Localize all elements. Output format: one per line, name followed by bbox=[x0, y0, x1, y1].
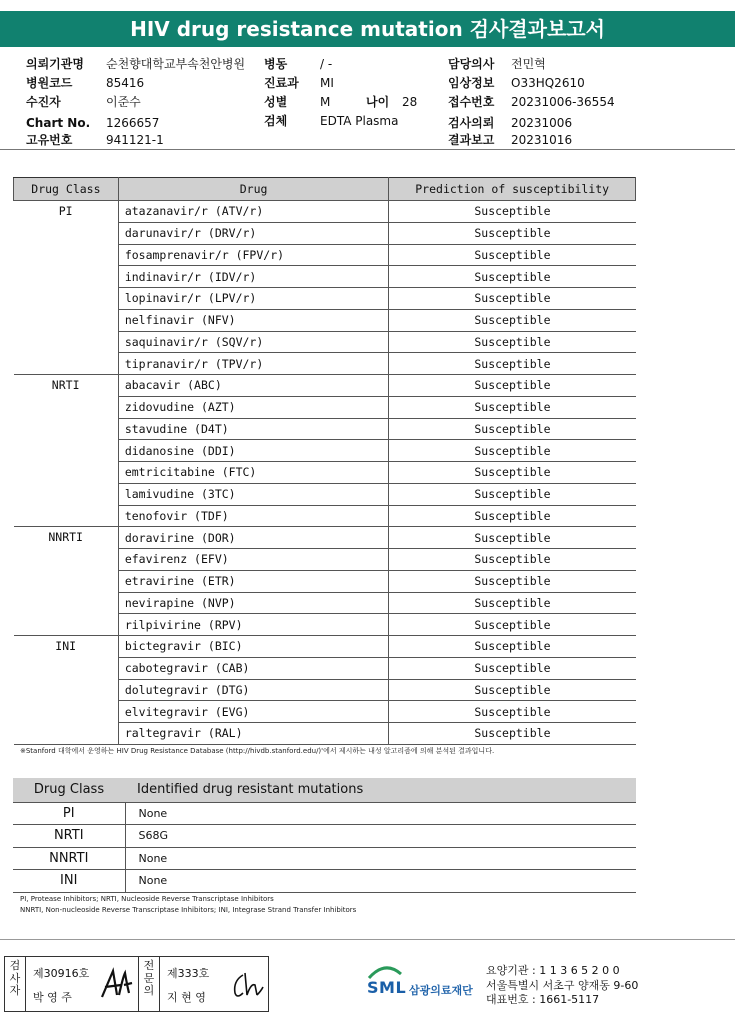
drug-class-cell: PI bbox=[14, 201, 119, 375]
drug-name-cell: lopinavir/r (LPV/r) bbox=[118, 288, 389, 310]
prediction-cell: Susceptible bbox=[389, 549, 636, 571]
footer-contact bbox=[486, 964, 638, 1008]
drug-name-cell: rilpivirine (RPV) bbox=[118, 614, 389, 636]
abbreviation-line-1: PI, Protease Inhibitors; NRTI, Nucleoside Reverse Transcriptase Inhibitors bbox=[20, 895, 274, 903]
footer-divider bbox=[0, 939, 735, 940]
drug-name-cell: efavirenz (EFV) bbox=[118, 549, 389, 571]
logo-mark: SML bbox=[367, 978, 407, 997]
prediction-cell: Susceptible bbox=[389, 375, 636, 397]
drug-name-cell: lamivudine (3TC) bbox=[118, 483, 389, 505]
sex-label: 성별 bbox=[264, 95, 288, 109]
prediction-cell: Susceptible bbox=[389, 462, 636, 484]
department-value: MI bbox=[320, 76, 334, 90]
prediction-cell: Susceptible bbox=[389, 201, 636, 223]
mutation-row bbox=[13, 870, 636, 893]
drug-class-header: Drug Class bbox=[14, 178, 119, 201]
signature-box bbox=[4, 956, 269, 1012]
patient-value: 이준수 bbox=[106, 95, 141, 109]
mutation-value-cell: None bbox=[125, 870, 636, 893]
prediction-cell: Susceptible bbox=[389, 570, 636, 592]
result-report-label: 결과보고 bbox=[448, 133, 495, 147]
requesting-institution-label: 의뢰기관명 bbox=[26, 57, 84, 71]
inspector-vertical-label: 검 사 자 bbox=[9, 959, 21, 997]
unique-id-label: 고유번호 bbox=[26, 133, 73, 147]
drug-name-cell: nelfinavir (NFV) bbox=[118, 309, 389, 331]
mutation-value-cell: None bbox=[125, 847, 636, 870]
prediction-cell: Susceptible bbox=[389, 679, 636, 701]
prediction-header: Prediction of susceptibility bbox=[389, 178, 636, 201]
reviewer-name: 지 현 영 bbox=[167, 991, 206, 1004]
drug-name-cell: zidovudine (AZT) bbox=[118, 396, 389, 418]
clinical-info-value: O33HQ2610 bbox=[511, 76, 585, 90]
ward-value: / - bbox=[320, 57, 333, 71]
prediction-cell: Susceptible bbox=[389, 309, 636, 331]
drug-name-cell: atazanavir/r (ATV/r) bbox=[118, 201, 389, 223]
specimen-label: 검체 bbox=[264, 114, 288, 128]
drug-name-cell: fosamprenavir/r (FPV/r) bbox=[118, 244, 389, 266]
mutation-list-header: Identified drug resistant mutations bbox=[125, 778, 636, 802]
abbreviation-line-2: NNRTI, Non-nucleoside Reverse Transcriptase Inhibitors; INI, Integrase Strand Transfer Inhibitors bbox=[20, 906, 357, 914]
patient-label: 수진자 bbox=[26, 95, 61, 109]
drug-name-cell: elvitegravir (EVG) bbox=[118, 701, 389, 723]
inspector-license: 제30916호 bbox=[33, 967, 90, 980]
prediction-cell: Susceptible bbox=[389, 222, 636, 244]
physician-value: 전민혁 bbox=[511, 57, 546, 71]
prediction-cell: Susceptible bbox=[389, 614, 636, 636]
drug-row bbox=[14, 527, 636, 549]
drug-name-cell: didanosine (DDI) bbox=[118, 440, 389, 462]
susceptibility-table-body bbox=[14, 201, 636, 745]
drug-name-cell: cabotegravir (CAB) bbox=[118, 657, 389, 679]
prediction-cell: Susceptible bbox=[389, 418, 636, 440]
abbreviation-note bbox=[20, 894, 640, 916]
prediction-cell: Susceptible bbox=[389, 244, 636, 266]
inspector-name: 박 영 주 bbox=[33, 991, 72, 1004]
receipt-no-value: 20231006-36554 bbox=[511, 95, 615, 109]
report-title: HIV drug resistance mutation 검사결과보고서 bbox=[0, 11, 735, 47]
mutation-class-header: Drug Class bbox=[13, 778, 125, 802]
age-value: 28 bbox=[402, 95, 418, 109]
reviewer-license: 제333호 bbox=[167, 967, 210, 980]
organization-address: 서울특별시 서초구 양재동 9-60 bbox=[486, 978, 639, 992]
reviewer-signature-icon bbox=[229, 969, 265, 1001]
prediction-cell: Susceptible bbox=[389, 701, 636, 723]
care-institution-code: 요양기관 : 1 1 3 6 5 2 0 0 bbox=[486, 964, 620, 977]
stanford-note: ※Stanford 대학에서 운영하는 HIV Drug Resistance Database (http://hivdb.stanford.edu/)'에서 제시하는 내성 알고리즘에 의해 분석된 결과입니다. bbox=[20, 747, 495, 755]
drug-name-cell: tenofovir (TDF) bbox=[118, 505, 389, 527]
age-label: 나이 bbox=[366, 95, 390, 109]
drug-name-cell: stavudine (D4T) bbox=[118, 418, 389, 440]
physician-label: 담당의사 bbox=[448, 57, 495, 71]
drug-name-cell: dolutegravir (DTG) bbox=[118, 679, 389, 701]
drug-row bbox=[14, 201, 636, 223]
result-report-value: 20231016 bbox=[511, 133, 573, 147]
test-request-label: 검사의뢰 bbox=[448, 116, 495, 130]
drug-name-cell: abacavir (ABC) bbox=[118, 375, 389, 397]
organization-name: 삼광의료재단 bbox=[409, 984, 473, 997]
mutation-table-body bbox=[13, 802, 636, 892]
sex-value: M bbox=[320, 95, 331, 109]
hospital-code-value: 85416 bbox=[106, 76, 145, 90]
prediction-cell: Susceptible bbox=[389, 440, 636, 462]
drug-name-cell: nevirapine (NVP) bbox=[118, 592, 389, 614]
prediction-cell: Susceptible bbox=[389, 483, 636, 505]
drug-name-cell: indinavir/r (IDV/r) bbox=[118, 266, 389, 288]
ward-label: 병동 bbox=[264, 57, 288, 71]
mutation-value-cell: None bbox=[125, 802, 636, 825]
receipt-no-label: 접수번호 bbox=[448, 95, 495, 109]
signature-separator bbox=[159, 957, 160, 1011]
prediction-cell: Susceptible bbox=[389, 353, 636, 375]
prediction-cell: Susceptible bbox=[389, 527, 636, 549]
drug-name-cell: tipranavir/r (TPV/r) bbox=[118, 353, 389, 375]
mutation-class-cell: NNRTI bbox=[13, 847, 125, 870]
mutation-class-cell: NRTI bbox=[13, 825, 125, 848]
drug-name-cell: etravirine (ETR) bbox=[118, 570, 389, 592]
mutation-row bbox=[13, 847, 636, 870]
clinical-info-label: 임상정보 bbox=[448, 76, 495, 90]
prediction-cell: Susceptible bbox=[389, 723, 636, 745]
department-label: 진료과 bbox=[264, 76, 299, 90]
mutation-header-row bbox=[13, 778, 636, 802]
drug-name-cell: saquinavir/r (SQV/r) bbox=[118, 331, 389, 353]
report-header-info bbox=[0, 55, 735, 155]
drug-class-cell: INI bbox=[14, 636, 119, 745]
organization-phone: 대표번호 : 1661-5117 bbox=[486, 993, 600, 1006]
prediction-cell: Susceptible bbox=[389, 331, 636, 353]
mutation-class-cell: PI bbox=[13, 802, 125, 825]
drug-class-cell: NNRTI bbox=[14, 527, 119, 636]
prediction-cell: Susceptible bbox=[389, 288, 636, 310]
drug-class-cell: NRTI bbox=[14, 375, 119, 527]
drug-header: Drug bbox=[118, 178, 389, 201]
prediction-cell: Susceptible bbox=[389, 266, 636, 288]
prediction-cell: Susceptible bbox=[389, 396, 636, 418]
specimen-value: EDTA Plasma bbox=[320, 114, 399, 128]
prediction-cell: Susceptible bbox=[389, 592, 636, 614]
header-divider bbox=[0, 149, 735, 150]
unique-id-value: 941121-1 bbox=[106, 133, 164, 147]
prediction-cell: Susceptible bbox=[389, 505, 636, 527]
drug-name-cell: darunavir/r (DRV/r) bbox=[118, 222, 389, 244]
drug-name-cell: bictegravir (BIC) bbox=[118, 636, 389, 658]
chart-no-label: Chart No. bbox=[26, 116, 91, 130]
mutation-value-cell: S68G bbox=[125, 825, 636, 848]
sml-logo bbox=[365, 962, 485, 1006]
drug-name-cell: doravirine (DOR) bbox=[118, 527, 389, 549]
signature-separator bbox=[25, 957, 26, 1011]
test-request-value: 20231006 bbox=[511, 116, 573, 130]
drug-name-cell: emtricitabine (FTC) bbox=[118, 462, 389, 484]
susceptibility-header-row bbox=[14, 178, 636, 201]
drug-row bbox=[14, 375, 636, 397]
reviewer-vertical-label: 전 문 의 bbox=[143, 959, 155, 997]
drug-row bbox=[14, 636, 636, 658]
prediction-cell: Susceptible bbox=[389, 636, 636, 658]
drug-name-cell: raltegravir (RAL) bbox=[118, 723, 389, 745]
chart-no-value: 1266657 bbox=[106, 116, 160, 130]
hospital-code-label: 병원코드 bbox=[26, 76, 73, 90]
prediction-cell: Susceptible bbox=[389, 657, 636, 679]
requesting-institution-value: 순천향대학교부속천안병원 bbox=[106, 57, 246, 71]
inspector-signature-icon bbox=[99, 967, 135, 1001]
susceptibility-table bbox=[13, 177, 636, 745]
mutation-table bbox=[13, 778, 636, 893]
signature-separator bbox=[138, 957, 139, 1011]
mutation-row bbox=[13, 825, 636, 848]
mutation-class-cell: INI bbox=[13, 870, 125, 893]
mutation-row bbox=[13, 802, 636, 825]
